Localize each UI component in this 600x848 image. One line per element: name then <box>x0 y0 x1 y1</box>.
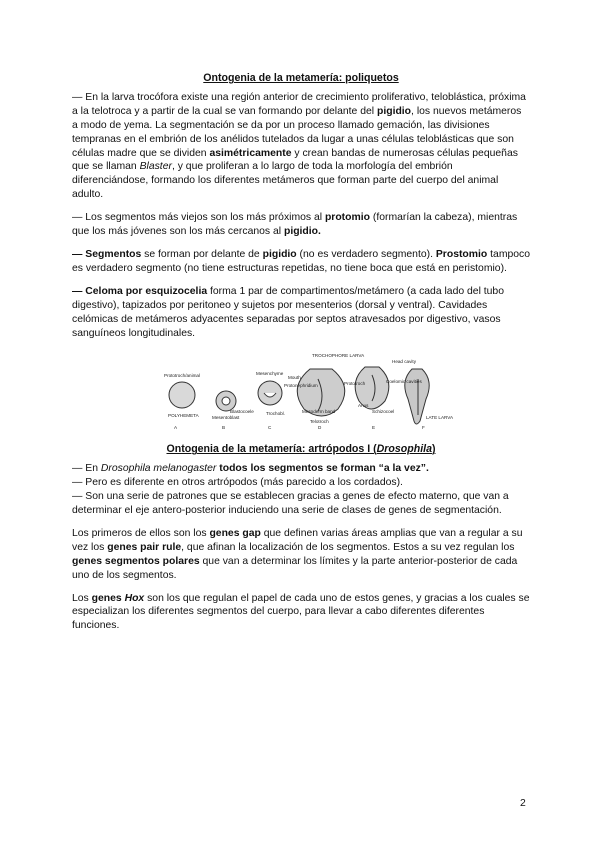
bold-run: protomio <box>324 212 370 224</box>
panel-letter-d: D <box>318 425 322 431</box>
text-run: Los primeros de ellos son los <box>72 527 210 539</box>
bold-run: todos los segmentos se forman “a la vez”. <box>216 463 429 475</box>
label-prototroch: Prototroch/animal <box>164 373 201 379</box>
paragraph-segmentos-viejos <box>72 211 530 239</box>
embryo-b-blastocoel <box>222 397 230 405</box>
title-italic-run: Drosophila <box>376 443 432 456</box>
bold-run: Prostomio <box>435 248 488 260</box>
bold-run: — Celoma por esquizocelia <box>72 285 208 297</box>
text-run: (no es verdadero segmento). <box>296 248 436 260</box>
panel-letter-e: E <box>372 425 376 431</box>
line-otros-artropodos: — Pero es diferente en otros artrópodos (más parecido a los cordados). <box>72 477 403 489</box>
bold-run: pigidio. <box>283 226 321 238</box>
label-trochoblast: Trochobl. <box>266 411 285 417</box>
text-run: — Los segmentos más viejos son los más próximos al <box>72 212 325 224</box>
page-number: 2 <box>520 798 526 809</box>
text-run: se forman por delante de <box>141 248 263 260</box>
bold-run: genes pair rule <box>107 541 182 553</box>
bold-italic-run: Hox <box>124 592 145 604</box>
paragraph-segmentos-pigidio <box>72 248 530 276</box>
label-telotroch: Telotroch <box>310 419 329 425</box>
text-run: son los que regulan el papel de cada uno de estos genes, y gracias a los cuales se especializan los diferentes segmentos del cuerpo, para llevar a cabo diferentes diferentes funciones. <box>72 592 530 632</box>
text-run: , los nuevos metámeros a modo de yema. La segmentación se da por un proceso llamado gemación, las divisiones tempranas en el embrión de los anélidos tutelados da lugar a unas células teloblásticas que son células madre que se dividen <box>72 105 522 159</box>
paragraph-genes-hox <box>72 592 530 634</box>
label-anus: Anus <box>358 403 369 409</box>
label-late-larva: LATE LARVA <box>426 415 454 421</box>
text-run: forma 1 par de compartimentos/metámero (a cada lado del tubo digestivo), tapizados por peritoneo y sujetos por mesenterios (dorsal y ventral). Cavidades celómicas de metámeros adyacentes separadas por septos atravesados por digestivo, vasos sanguíneos longitudinales. <box>72 285 504 339</box>
larva-diagram <box>160 349 460 433</box>
title-run: Ontogenia de la metamería: artrópodos I ( <box>166 443 377 456</box>
label-polyhemeta: POLYHEMETA <box>168 413 199 419</box>
text-run: , y que proliferan a lo largo de toda la morfología del embrión diferenciándose, formando los diferentes metámeros que forman parte del cuerpo del animal adulto. <box>72 161 499 201</box>
panel-letter-f: F <box>422 425 425 431</box>
italic-run: Drosophila melanogaster <box>100 463 217 475</box>
label-prototroch-2: Prototroch <box>344 381 366 387</box>
text-run: (formarían la cabeza), mientras que los más jóvenes son los más cercanos al <box>72 212 518 238</box>
bold-run: pigidio <box>262 248 297 260</box>
title-run: ) <box>431 443 436 456</box>
text-run: — En la larva trocófora existe una región anterior de crecimiento proliferativo, teloblástica, próxima a la telotroca y a partir de la cual se van formando por delante del <box>72 91 526 117</box>
label-schizocoel: Schizocoel <box>372 409 395 415</box>
paragraph-genes-gap <box>72 527 530 583</box>
embryo-a-shape <box>169 382 195 408</box>
paragraph-trocofora <box>72 91 530 202</box>
panel-letter-c: C <box>268 425 272 431</box>
text-run: que definen varias áreas amplias que van a regular a su vez los <box>72 527 523 553</box>
label-mesentoblast: Mesentoblast <box>212 415 240 421</box>
italic-run: Blaster <box>139 161 172 173</box>
label-mouth: Mouth <box>288 375 301 381</box>
bold-run: asimétricamente <box>209 147 292 159</box>
bold-run: — Segmentos <box>72 248 142 260</box>
panel-letter-b: B <box>222 425 226 431</box>
bold-run: genes <box>91 592 125 604</box>
document-body <box>72 72 530 642</box>
label-mesenchyme: Mesenchyme <box>256 371 284 377</box>
line-patrones-maternos: — Son una serie de patrones que se establecen gracias a genes de efecto materno, que van a determinar el eje antero-posterior induciendo una serie de clases de genes de segmentación. <box>72 491 509 517</box>
text-run: tampoco es verdadero segmento (no tiene estructuras repetidas, no tiene boca que está en peristomio). <box>72 248 531 274</box>
label-coelomic-cavities: Coelomic cavities <box>386 379 422 385</box>
section-title-artropodos <box>72 443 530 457</box>
panel-letter-a: A <box>174 425 178 431</box>
label-blastocoel: Blastocoele <box>230 409 254 415</box>
paragraph-celoma <box>72 285 530 341</box>
bold-run: pigidio <box>376 105 412 117</box>
label-head-cavity: Head cavity <box>392 359 417 365</box>
text-run: , que afinan la localización de los segmentos. Estos a su vez regulan los <box>181 541 515 553</box>
label-protonephridium: Protonephridium <box>284 383 318 389</box>
text-run: y crean bandas de numerosas células pequeñas que se llaman <box>72 147 518 173</box>
label-mesoderm-band: Mesoderm band <box>302 409 336 415</box>
bold-run: genes gap <box>209 527 261 539</box>
label-trochophore: TROCHOPHORE LARVA <box>312 353 365 359</box>
bold-run: genes segmentos polares <box>72 555 200 567</box>
line-drosophila <box>72 462 530 476</box>
text-run: Los <box>72 592 92 604</box>
text-run: que van a determinar los límites y la parte anterior-posterior de cada uno de los segmentos. <box>72 555 518 581</box>
larva-development-figure <box>160 349 460 433</box>
section-title-poliquetos: Ontogenia de la metamería: poliquetos <box>203 72 399 84</box>
text-run: — En <box>72 463 101 475</box>
